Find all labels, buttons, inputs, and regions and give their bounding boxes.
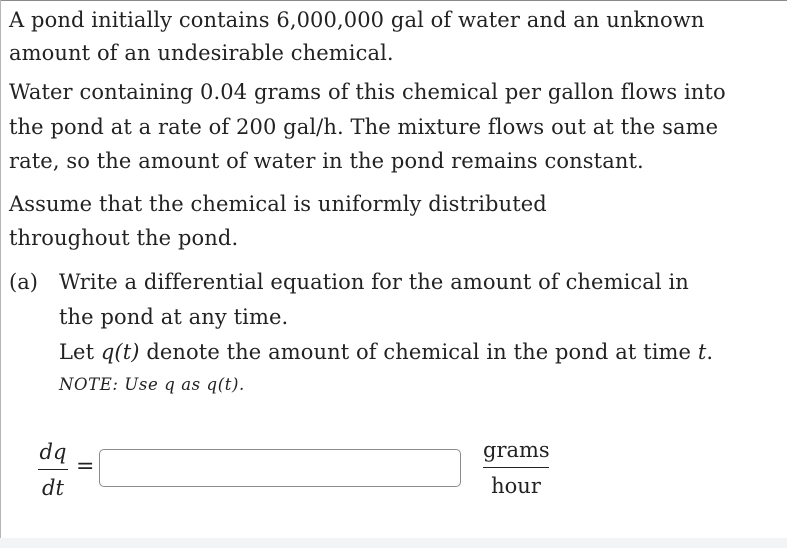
let-middle: denote the amount of chemical in the pond at time bbox=[139, 340, 698, 364]
derivative-fraction bbox=[38, 440, 68, 500]
derivative-fraction-bar bbox=[38, 469, 68, 470]
equals-sign: = bbox=[76, 454, 95, 479]
derivative-numerator: dq bbox=[39, 440, 67, 464]
units-fraction bbox=[483, 438, 549, 498]
flow-text-line-2: the pond at a rate of 200 gal/h. The mixture flows out at the same bbox=[9, 115, 719, 139]
units-denominator: hour bbox=[491, 474, 541, 498]
assume-text-line-1: Assume that the chemical is uniformly distributed bbox=[9, 192, 547, 216]
intro-text-line-1: A pond initially contains 6,000,000 gal of water and an unknown bbox=[9, 8, 705, 32]
part-a-question-line-2: the pond at any time. bbox=[59, 305, 289, 329]
part-a-let-statement bbox=[59, 339, 713, 365]
bottom-strip bbox=[0, 538, 787, 548]
part-a-question-line-1: Write a differential equation for the amount of chemical in bbox=[59, 270, 689, 294]
answer-input[interactable] bbox=[99, 449, 461, 487]
top-border bbox=[0, 0, 787, 1]
let-variable-q: q(t) bbox=[100, 340, 140, 364]
intro-text-line-2: amount of an undesirable chemical. bbox=[9, 41, 394, 65]
units-numerator: grams bbox=[483, 438, 550, 462]
let-variable-t: t bbox=[697, 340, 707, 364]
let-prefix: Let bbox=[59, 340, 101, 364]
flow-text-line-3: rate, so the amount of water in the pond remains constant. bbox=[9, 149, 644, 173]
part-a-label: (a) bbox=[9, 270, 38, 294]
note-text: NOTE: Use q as q(t). bbox=[59, 375, 245, 394]
left-border bbox=[0, 0, 1, 548]
assume-text-line-2: throughout the pond. bbox=[9, 226, 239, 250]
derivative-denominator: dt bbox=[42, 476, 64, 500]
units-fraction-bar bbox=[483, 467, 549, 468]
let-suffix: . bbox=[706, 340, 714, 364]
flow-text-line-1: Water containing 0.04 grams of this chemical per gallon flows into bbox=[9, 80, 726, 104]
